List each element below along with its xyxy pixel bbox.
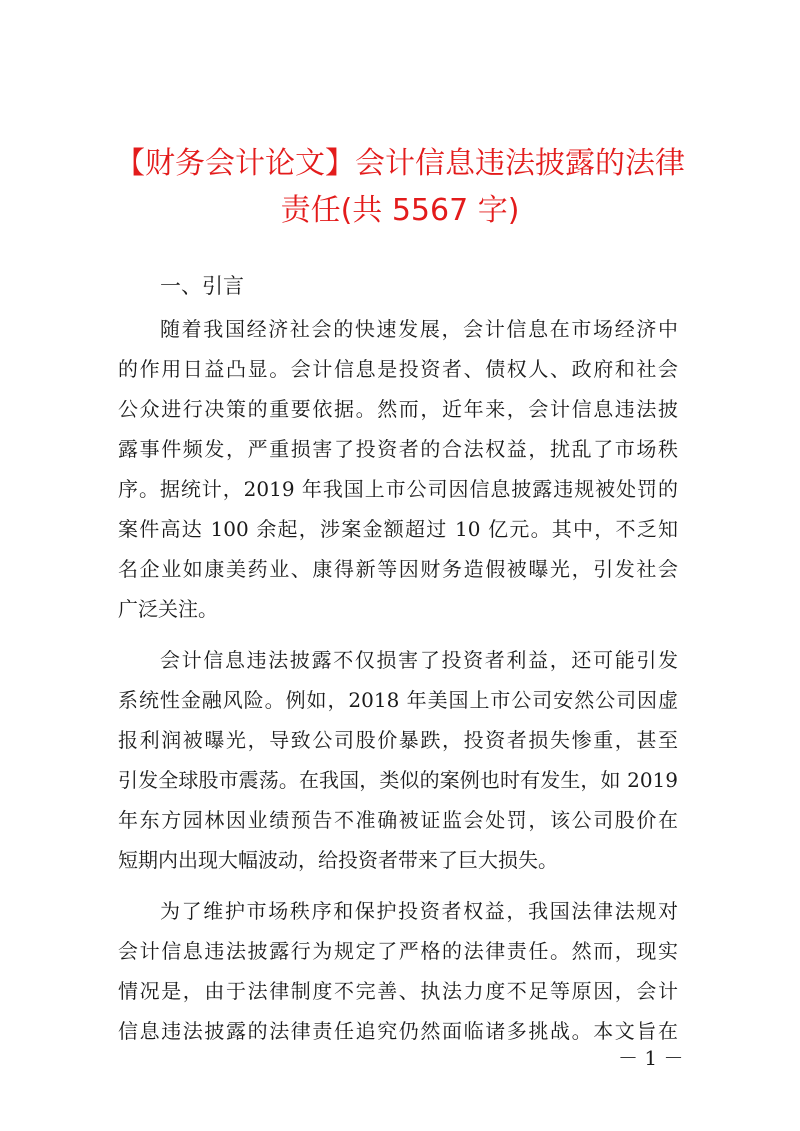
paragraph-line: 报利润被曝光，导致公司股价暴跌，投资者损失惨重，甚至 xyxy=(118,728,678,752)
paragraph-line: 的作用日益凸显。会计信息是投资者、债权人、政府和社会 xyxy=(118,357,678,381)
paragraph-line: 随着我国经济社会的快速发展，会计信息在市场经济中 xyxy=(160,317,678,341)
paragraph-line: 年东方园林因业绩预告不准确被证监会处罚，该公司股价在 xyxy=(118,808,678,832)
document-title-line: 责任(共 5567 字) xyxy=(280,193,520,228)
document-title-line: 【财务会计论文】会计信息违法披露的法律 xyxy=(115,146,685,181)
paragraph-line: 广泛关注。 xyxy=(118,597,218,621)
paragraph-line: 会计信息违法披露不仅损害了投资者利益，还可能引发 xyxy=(160,648,678,672)
paragraph-line: 公众进行决策的重要依据。然而，近年来，会计信息违法披 xyxy=(118,397,678,421)
paragraph-line: 露事件频发，严重损害了投资者的合法权益，扰乱了市场秩 xyxy=(118,437,678,461)
paragraph-line: 情况是，由于法律制度不完善、执法力度不足等原因，会计 xyxy=(118,979,678,1003)
paragraph-line: 为了维护市场秩序和保护投资者权益，我国法律法规对 xyxy=(160,899,678,923)
paragraph-line: 信息违法披露的法律责任追究仍然面临诸多挑战。本文旨在 xyxy=(118,1019,678,1043)
paragraph-line: 系统性金融风险。例如，2018 年美国上市公司安然公司因虚 xyxy=(118,688,678,712)
paragraph-line: 短期内出现大幅波动，给投资者带来了巨大损失。 xyxy=(118,848,558,872)
section-heading: 一、引言 xyxy=(160,274,244,298)
paragraph-line: 引发全球股市震荡。在我国，类似的案例也时有发生，如 2019 xyxy=(118,768,678,792)
paragraph-line: 序。据统计，2019 年我国上市公司因信息披露违规被处罚的 xyxy=(118,477,678,501)
page-number: － 1 － xyxy=(618,1046,684,1070)
paragraph-line: 会计信息违法披露行为规定了严格的法律责任。然而，现实 xyxy=(118,939,678,963)
paragraph-line: 案件高达 100 余起，涉案金额超过 10 亿元。其中，不乏知 xyxy=(118,517,678,541)
document-title xyxy=(100,140,700,234)
paragraph-line: 名企业如康美药业、康得新等因财务造假被曝光，引发社会 xyxy=(118,557,678,581)
